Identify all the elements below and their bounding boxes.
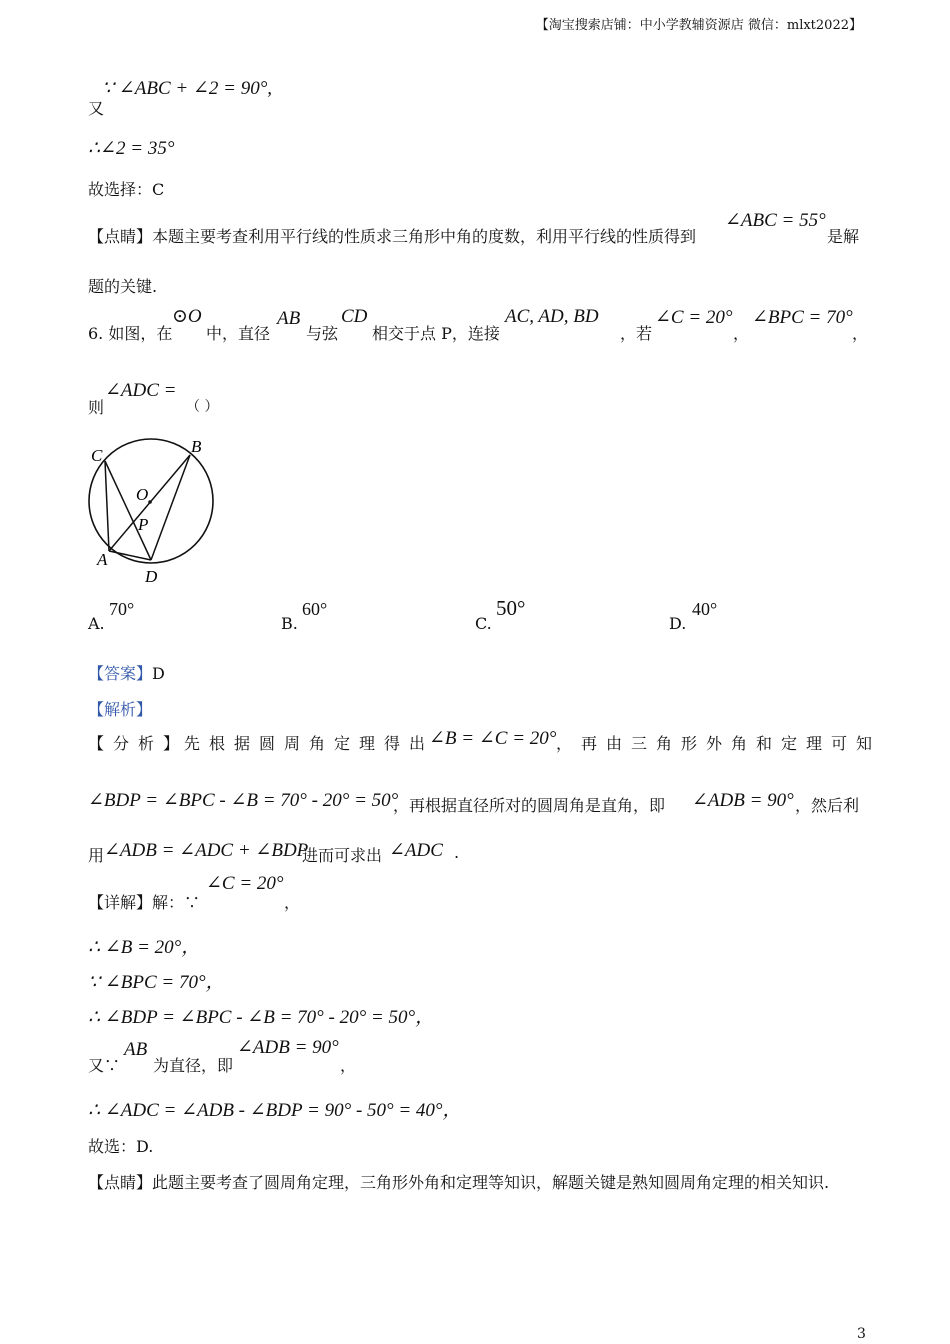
option-d-value: 40° [692, 599, 718, 619]
detail-m1: ∠C = 20° [206, 873, 284, 894]
fenxi-t3: ，再根据直径所对的圆周角是直角，即 [393, 796, 666, 815]
given-angle-c: ∠C = 20° [655, 307, 733, 328]
question-t2: 与弦 [306, 324, 339, 343]
chord-bd [151, 455, 190, 560]
option-c-letter: C. [475, 614, 492, 633]
question-t1: 中，直径 [206, 324, 271, 343]
answer-paren: （ ） [186, 399, 219, 415]
center-point [148, 500, 152, 504]
final-dianjing: 【点睛】此题主要考查了圆周角定理，三角形外角和定理等知识，解题关键是熟知圆周角定理的相关知识. [88, 1173, 830, 1192]
chord-ac [105, 461, 109, 551]
label-o: O [136, 485, 149, 504]
prev-dianjing-math: ∠ABC = 55° [725, 210, 826, 231]
option-a-value: 70° [109, 599, 135, 619]
fenxi-m5: ∠ADC [389, 840, 443, 861]
fenxi-m1: ∠B = ∠C = 20° [429, 728, 557, 749]
comma-2: ， [852, 324, 869, 343]
comma-1: ， [733, 324, 750, 343]
question-ask: ∠ADC = [105, 380, 177, 401]
circle-figure [85, 432, 225, 587]
you-text: 又 [88, 99, 105, 118]
label-b: B [191, 437, 202, 456]
option-d-letter: D. [669, 614, 687, 633]
fenxi-m4: ∠ADB = ∠ADC + ∠BDP [104, 840, 309, 861]
question-chords: AC, AD, BD [505, 306, 599, 327]
option-b-value: 60° [302, 599, 328, 619]
fenxi-m3: ∠ADB = 90° [692, 790, 794, 811]
detail-line6: ∴ ∠ADC = ∠ADB - ∠BDP = 90° - 50° = 40°， [88, 1100, 462, 1121]
question-ab: AB [277, 308, 301, 329]
detail-label: 【详解】解：∵ [88, 893, 201, 912]
prev-choice: 故选择：C [88, 180, 165, 199]
question-t4: ，若 [620, 324, 653, 343]
page-number: 3 [857, 1326, 866, 1342]
circle-o: ⊙O [172, 306, 202, 327]
because-line: ∵ ∠ABC + ∠2 = 90°, [102, 78, 273, 99]
option-b-letter: B. [281, 614, 298, 633]
fenxi-t4: ，然后利 [795, 796, 860, 815]
label-p: P [138, 515, 149, 534]
detail-line2: ∴ ∠B = 20°， [88, 937, 201, 958]
question-ze: 则 [88, 398, 105, 417]
detail-line7: 故选：D. [88, 1137, 154, 1156]
fenxi-t7: . [454, 843, 460, 862]
option-c-value: 50° [496, 596, 526, 620]
fenxi-t1: 先根据圆周角定理得出 [184, 734, 435, 753]
detail-line3: ∵ ∠BPC = 70°， [88, 972, 225, 993]
detail-l5a: 又∵ [88, 1056, 121, 1075]
prev-dianjing: 【点睛】本题主要考查利用平行线的性质求三角形中角的度数，利用平行线的性质得到 [88, 227, 697, 246]
question-intro: 6. 如图，在 [88, 324, 173, 343]
label-c: C [91, 446, 103, 465]
fenxi-m2: ∠BDP = ∠BPC - ∠B = 70° - 20° = 50° [88, 790, 399, 811]
fenxi-t6: 进而可求出 [302, 846, 383, 865]
question-cd: CD [341, 306, 368, 327]
label-a: A [97, 550, 108, 569]
fenxi-t5: 用 [88, 846, 105, 865]
detail-l5ab: AB [124, 1039, 148, 1060]
detail-c1: ， [284, 893, 301, 912]
label-d: D [145, 567, 158, 586]
given-angle-bpc: ∠BPC = 70° [752, 307, 853, 328]
option-a-letter: A. [88, 614, 105, 633]
fenxi-t2: ，再由三角形外角和定理可知 [556, 734, 882, 753]
prev-dianjing-line2: 题的关键. [88, 277, 158, 296]
analysis-label: 【解析】 [88, 700, 153, 719]
detail-line4: ∴ ∠BDP = ∠BPC - ∠B = 70° - 20° = 50°， [88, 1007, 435, 1028]
page-header: 【淘宝搜索店铺：中小学教辅资源店 微信：mlxt2022】 [535, 18, 862, 33]
question-t3: 相交于点 P，连接 [372, 324, 500, 343]
detail-l5m: ∠ADB = 90° [237, 1037, 339, 1058]
prev-dianjing-end: 是解 [827, 227, 860, 246]
answer-line: 【答案】D [88, 664, 165, 683]
detail-l5b: 为直径，即 [153, 1056, 234, 1075]
fenxi-label: 【分析】 [88, 734, 189, 753]
detail-l5c: ， [340, 1056, 357, 1075]
therefore-line: ∴∠2 = 35° [88, 138, 175, 159]
